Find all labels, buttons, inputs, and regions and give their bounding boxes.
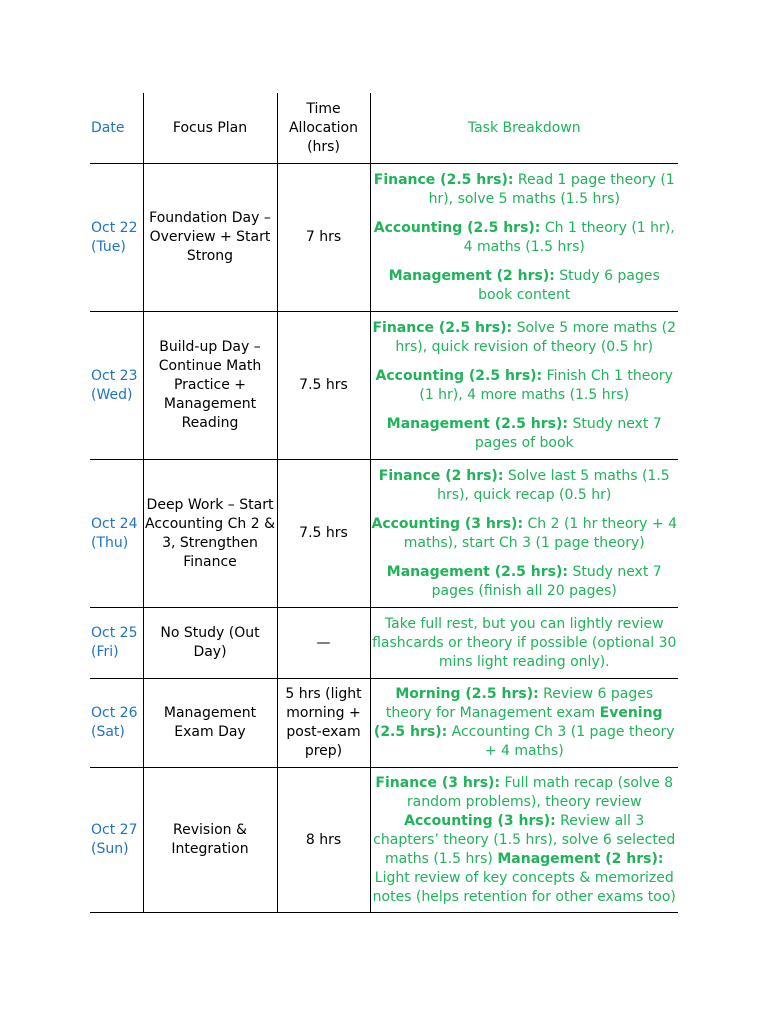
row-tasks	[370, 460, 678, 608]
table-header-row	[90, 93, 678, 164]
header-time-allocation: Time Allocation (hrs)	[277, 93, 370, 164]
row-tasks: Finance (3 hrs): Full math recap (solve 8 random problems), theory review Accounting (3 hrs): Review all 3 chapters’ theory (1.5 hrs), solve 6 selected maths (1.5 hrs) Management (2 hrs): Light review of key concepts & memorized notes (helps retention for other exams too)	[370, 768, 678, 913]
row-time: 7 hrs	[277, 164, 370, 312]
task-item: Finance (2.5 hrs): Read 1 page theory (1 hr), solve 5 maths (1.5 hrs)	[373, 171, 675, 207]
row-date: Oct 27 (Sun)	[90, 768, 143, 913]
row-date: Oct 22 (Tue)	[90, 164, 143, 312]
table-row	[90, 608, 678, 679]
task-item: Finance (2.5 hrs): Solve 5 more maths (2 hrs), quick revision of theory (0.5 hr)	[372, 319, 677, 355]
task-item: Finance (2 hrs): Solve last 5 maths (1.5 hrs), quick recap (0.5 hr)	[378, 467, 670, 503]
row-date: Oct 23 (Wed)	[90, 312, 143, 460]
table-row	[90, 679, 678, 768]
row-date: Oct 25 (Fri)	[90, 608, 143, 679]
header-date: Date	[90, 93, 143, 164]
row-time: 7.5 hrs	[277, 460, 370, 608]
row-time: 5 hrs (light morning + post-exam prep)	[277, 679, 370, 768]
row-tasks	[370, 312, 678, 460]
row-focus: Build-up Day – Continue Math Practice + Management Reading	[143, 312, 277, 460]
table-row	[90, 768, 678, 913]
task-item: Management (2.5 hrs): Study next 7 pages of book	[386, 415, 662, 451]
task-item: Management (2 hrs): Study 6 pages book content	[388, 267, 660, 303]
header-task-breakdown: Task Breakdown	[370, 93, 678, 164]
task-item: Accounting (3 hrs): Ch 2 (1 hr theory + 4 maths), start Ch 3 (1 page theory)	[371, 515, 677, 551]
row-time: —	[277, 608, 370, 679]
row-focus: Revision & Integration	[143, 768, 277, 913]
row-focus: Management Exam Day	[143, 679, 277, 768]
row-tasks	[370, 164, 678, 312]
row-focus: Foundation Day – Overview + Start Strong	[143, 164, 277, 312]
header-focus-plan: Focus Plan	[143, 93, 277, 164]
row-note: Take full rest, but you can lightly review flashcards or theory if possible (optional 30 mins light reading only).	[370, 608, 678, 679]
row-focus: Deep Work – Start Accounting Ch 2 & 3, Strengthen Finance	[143, 460, 277, 608]
row-time: 7.5 hrs	[277, 312, 370, 460]
row-time: 8 hrs	[277, 768, 370, 913]
row-focus: No Study (Out Day)	[143, 608, 277, 679]
table-row	[90, 164, 678, 312]
study-plan-table	[90, 93, 678, 913]
table-row	[90, 460, 678, 608]
table-row	[90, 312, 678, 460]
task-item: Accounting (2.5 hrs): Finish Ch 1 theory (1 hr), 4 more maths (1.5 hrs)	[375, 367, 673, 403]
task-item: Accounting (2.5 hrs): Ch 1 theory (1 hr), 4 maths (1.5 hrs)	[373, 219, 675, 255]
row-date: Oct 26 (Sat)	[90, 679, 143, 768]
task-item: Management (2.5 hrs): Study next 7 pages (finish all 20 pages)	[386, 563, 662, 599]
row-date: Oct 24 (Thu)	[90, 460, 143, 608]
row-tasks: Morning (2.5 hrs): Review 6 pages theory for Management exam Evening (2.5 hrs): Accounting Ch 3 (1 page theory + 4 maths)	[370, 679, 678, 768]
